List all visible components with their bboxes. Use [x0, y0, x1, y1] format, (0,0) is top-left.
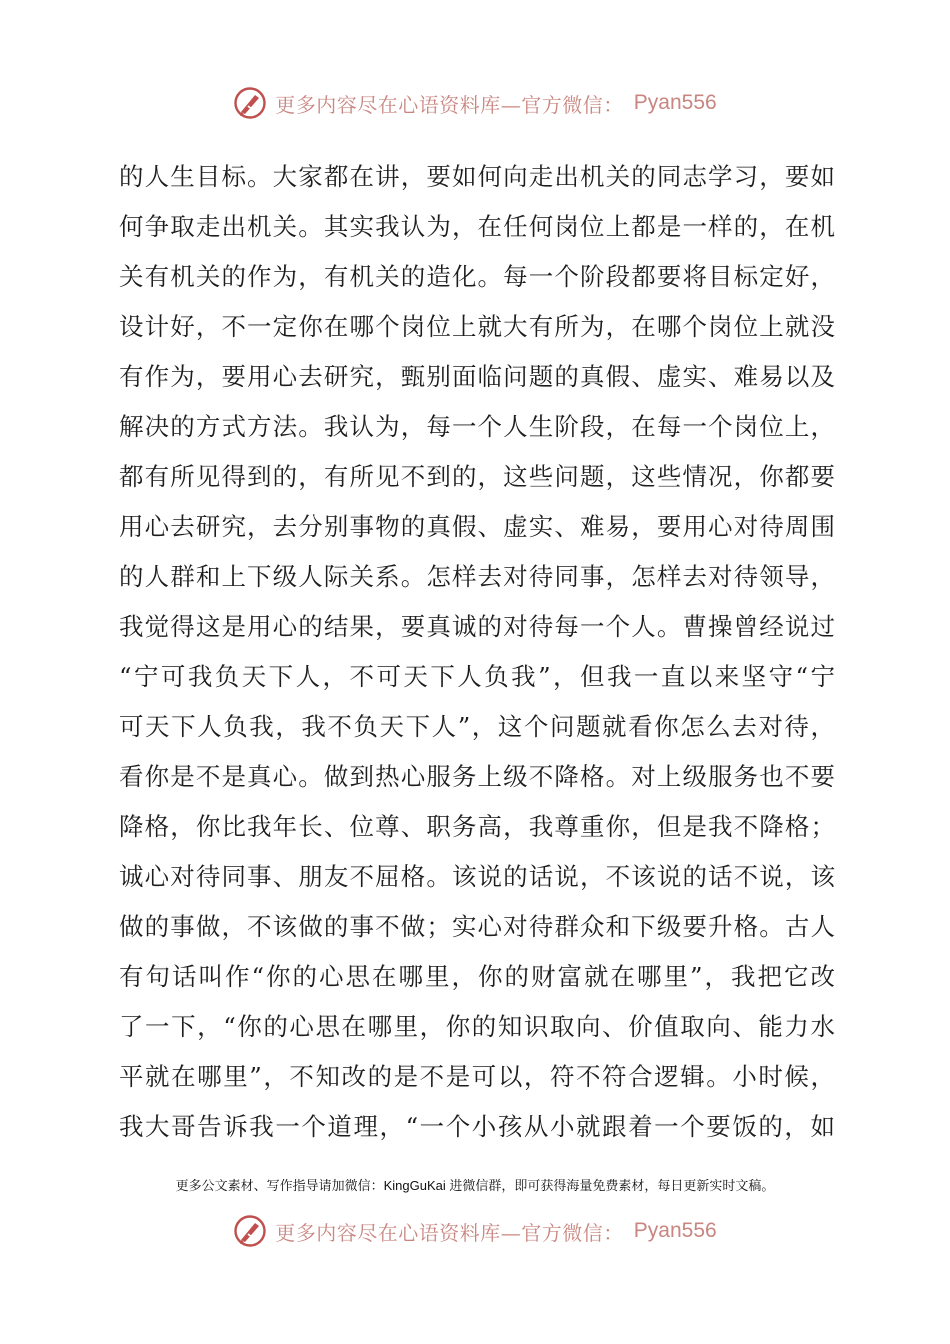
- watermark-text: 更多内容尽在心语资料库—官方微信：: [275, 1220, 624, 1245]
- header-watermark: [0, 83, 950, 123]
- body-line: 看你是不是真心。做到热心服务上级不降格。对上级服务也不要: [119, 762, 835, 791]
- body-line: 的人群和上下级人际关系。怎样去对待同事，怎样去对待领导，: [119, 562, 835, 591]
- body-line: 解决的方式方法。我认为，每一个人生阶段，在每一个岗位上，: [119, 412, 835, 441]
- footer-promo-note: 更多公文素材、写作指导请加微信：KingGuKai 进微信群，即可获得海量免费素材，每日更新实时文稿。: [175, 1178, 775, 1193]
- body-line: 的人生目标。大家都在讲，要如何向走出机关的同志学习，要如: [119, 162, 835, 191]
- pen-logo-icon: [233, 1214, 267, 1248]
- watermark-text: 更多内容尽在心语资料库—官方微信：: [275, 92, 624, 117]
- body-line: 了一下，“你的心思在哪里，你的知识取向、价值取向、能力水: [119, 1012, 835, 1041]
- body-line: 降格，你比我年长、位尊、职务高，我尊重你，但是我不降格；: [119, 812, 835, 841]
- document-body: [119, 152, 835, 1152]
- body-line: 关有机关的作为，有机关的造化。每一个阶段都要将目标定好，: [119, 262, 835, 291]
- watermark-wechat-id: Pyan556: [633, 1219, 717, 1242]
- body-line: 有句话叫作“你的心思在哪里，你的财富就在哪里”，我把它改: [119, 962, 835, 991]
- pen-logo-icon: [233, 86, 267, 120]
- body-line: 何争取走出机关。其实我认为，在任何岗位上都是一样的，在机: [119, 212, 835, 241]
- footer-watermark: [0, 1211, 950, 1251]
- body-line: 有作为，要用心去研究，甄别面临问题的真假、虚实、难易以及: [119, 362, 835, 391]
- watermark-wechat-id: Pyan556: [633, 91, 717, 114]
- body-line: 平就在哪里”，不知改的是不是可以，符不符合逻辑。小时候，: [119, 1062, 835, 1091]
- body-line: 都有所见得到的，有所见不到的，这些问题，这些情况，你都要: [119, 462, 835, 491]
- body-line: 诚心对待同事、朋友不屈格。该说的话说，不该说的话不说，该: [119, 862, 835, 891]
- body-line: 可天下人负我，我不负天下人”，这个问题就看你怎么去对待，: [119, 712, 835, 741]
- body-line: 做的事做，不该做的事不做；实心对待群众和下级要升格。古人: [119, 912, 835, 941]
- body-line: 我大哥告诉我一个道理，“一个小孩从小就跟着一个要饭的，如: [119, 1112, 835, 1141]
- body-line: 设计好，不一定你在哪个岗位上就大有所为，在哪个岗位上就没: [119, 312, 835, 341]
- body-line: 用心去研究，去分别事物的真假、虚实、难易，要用心对待周围: [119, 512, 835, 541]
- body-line: “宁可我负天下人，不可天下人负我”，但我一直以来坚守“宁: [119, 662, 835, 691]
- body-line: 我觉得这是用心的结果，要真诚的对待每一个人。曹操曾经说过: [119, 612, 835, 641]
